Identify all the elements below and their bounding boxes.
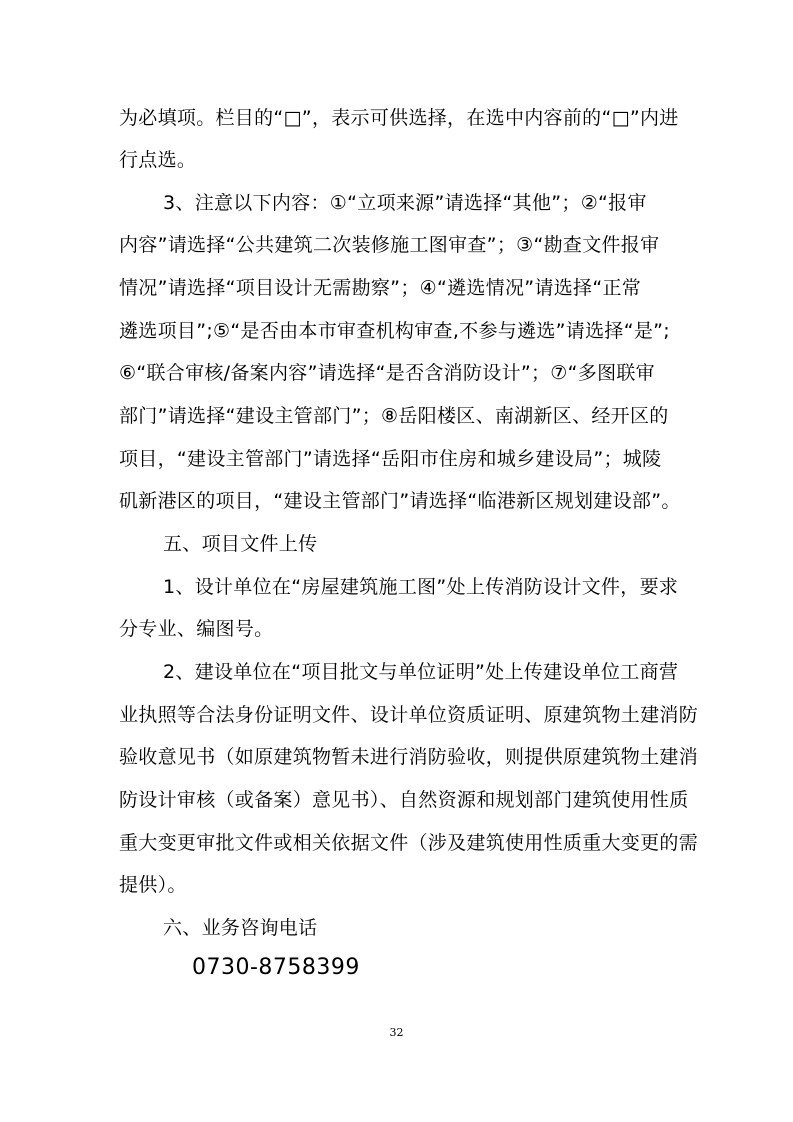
paragraph-line: 部门”请选择“建设主管部门”；⑧岳阳楼区、南湖新区、经开区的 — [119, 405, 669, 427]
page-number: 32 — [389, 1026, 404, 1039]
paragraph-line: 情况”请选择“项目设计无需勘察”；④“遴选情况”请选择“正常 — [119, 277, 642, 299]
paragraph-line: 验收意见书（如原建筑物暂未进行消防验收，则提供原建筑物土建消 — [119, 746, 699, 768]
paragraph-line: 防设计审核（或备案）意见书）、自然资源和规划部门建筑使用性质 — [119, 789, 689, 811]
section-heading: 五、项目文件上传 — [163, 533, 318, 555]
phone-number: 0730-8758399 — [192, 955, 360, 980]
paragraph-line: 业执照等合法身份证明文件、设计单位资质证明、原建筑物土建消防 — [119, 704, 699, 726]
paragraph-line: 矶新港区的项目，“建设主管部门”请选择“临港新区规划建设部”。 — [119, 490, 681, 512]
section-heading: 六、业务咨询电话 — [163, 917, 318, 939]
paragraph-line: 1、设计单位在“房屋建筑施工图”处上传消防设计文件，要求 — [163, 576, 679, 598]
paragraph-line: 行点选。 — [119, 149, 197, 171]
paragraph-line: 2、建设单位在“项目批文与单位证明”处上传建设单位工商营 — [163, 661, 679, 683]
paragraph-line: 遴选项目”;⑤“是否由本市审查机构审查,不参与遴选”请选择“是”; — [119, 320, 670, 342]
paragraph-line: 3、注意以下内容：①“立项来源”请选择“其他”；②“报审 — [163, 192, 647, 214]
paragraph-line: 提供）。 — [119, 874, 187, 896]
paragraph-line: 重大变更审批文件或相关依据文件（涉及建筑使用性质重大变更的需 — [119, 832, 699, 854]
paragraph-line: 项目，“建设主管部门”请选择“岳阳市住房和城乡建设局”；城陵 — [119, 448, 662, 470]
paragraph-line: 为必填项。栏目的“□”，表示可供选择，在选中内容前的“□”内进 — [119, 107, 679, 129]
paragraph-line: 分专业、编图号。 — [119, 618, 274, 640]
paragraph-line: ⑥“联合审核/备案内容”请选择“是否含消防设计”；⑦“多图联审 — [119, 362, 655, 384]
paragraph-line: 内容”请选择“公共建筑二次装修施工图审查”；③“勘查文件报审 — [119, 234, 660, 256]
